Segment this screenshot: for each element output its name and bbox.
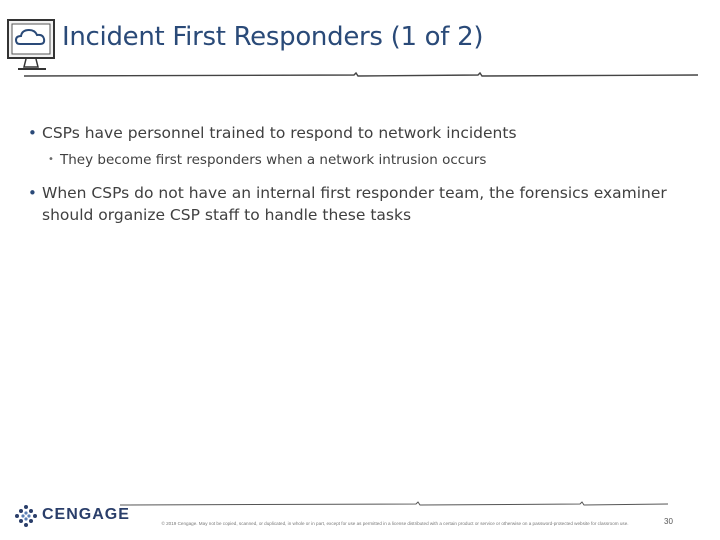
footer-divider [120,500,668,510]
bullet-marker: • [28,184,37,202]
sub-bullet-item [28,150,698,170]
bullet-marker: • [28,124,37,142]
bullet-text: CSPs have personnel trained to respond to network incidents [42,124,517,142]
slide-title: Incident First Responders (1 of 2) [62,22,484,52]
copyright-notice: © 2019 Cengage. May not be copied, scanned, or duplicated, in whole or in part, except for use as permitted in a license distributed with a certain product or service or otherwise on a password-protected website for classroom use. [161,521,629,526]
cengage-mark-icon [14,504,38,528]
bullet-text: When CSPs do not have an internal first responder team, the forensics examiner should organize CSP staff to handle these tasks [42,184,667,224]
title-divider [24,68,698,82]
page-number: 30 [664,517,673,526]
bullet-item [28,182,698,226]
bullet-item [28,122,698,144]
sub-bullet-text: They become first responders when a network intrusion occurs [60,152,487,168]
brand-name: CENGAGE [42,506,130,523]
cloud-computer-icon [6,17,58,73]
bullet-list [28,122,698,236]
cengage-logo [14,500,130,532]
sub-bullet-marker: • [48,154,54,165]
